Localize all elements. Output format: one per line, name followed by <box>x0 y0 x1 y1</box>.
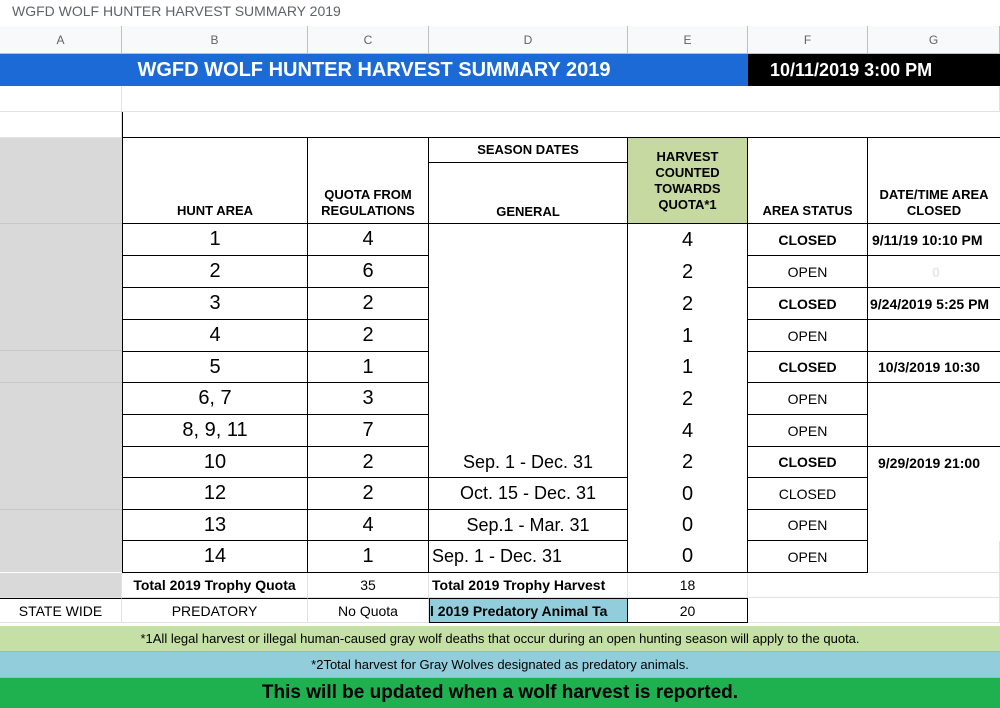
hunt-area-cell[interactable]: 5 <box>122 352 308 383</box>
statewide-label[interactable]: STATE WIDE <box>0 598 122 623</box>
harvest-cell[interactable]: 2 <box>628 383 748 415</box>
status-cell[interactable]: CLOSED <box>748 224 868 256</box>
window-title: WGFD WOLF HUNTER HARVEST SUMMARY 2019 <box>0 0 1000 26</box>
blank-cell[interactable] <box>0 86 122 112</box>
column-header-a[interactable]: A <box>0 26 122 54</box>
status-cell[interactable]: OPEN <box>748 415 868 447</box>
season-cell[interactable]: Sep. 1 - Dec. 31 <box>429 541 628 573</box>
header-date-closed[interactable]: DATE/TIME AREA CLOSED <box>868 138 1000 224</box>
status-cell[interactable]: CLOSED <box>748 478 868 510</box>
quota-cell[interactable]: 2 <box>308 288 429 320</box>
total-quota-label[interactable]: Total 2019 Trophy Quota <box>122 573 308 598</box>
hunt-area-cell[interactable]: 2 <box>122 256 308 288</box>
blank-cell[interactable] <box>0 112 122 138</box>
season-cell[interactable]: Sep.1 - Mar. 31 <box>429 510 628 541</box>
closed-time-cell[interactable] <box>868 541 1000 573</box>
column-header-d[interactable]: D <box>429 26 628 54</box>
status-cell[interactable]: CLOSED <box>748 288 868 320</box>
closed-time-cell[interactable]: 10/3/2019 10:30 <box>868 352 1000 383</box>
divider <box>0 509 122 510</box>
harvest-cell[interactable]: 0 <box>628 510 748 541</box>
header-hunt-area[interactable]: HUNT AREA <box>122 138 308 224</box>
column-header-b[interactable]: B <box>122 26 308 54</box>
quota-cell[interactable]: 2 <box>308 447 429 478</box>
closed-time-cell[interactable] <box>868 478 1000 510</box>
status-cell[interactable]: OPEN <box>748 256 868 288</box>
statewide-type[interactable]: PREDATORY <box>122 598 308 623</box>
harvest-cell[interactable]: 2 <box>628 256 748 288</box>
blank-cell[interactable] <box>748 598 1000 623</box>
quota-cell[interactable]: 4 <box>308 510 429 541</box>
divider <box>0 382 122 383</box>
season-cell[interactable]: Sep. 1 - Dec. 31 <box>429 447 628 478</box>
header-quota[interactable]: QUOTA FROM REGULATIONS <box>308 138 429 224</box>
season-merged-cell[interactable] <box>429 224 628 447</box>
harvest-cell[interactable]: 4 <box>628 224 748 256</box>
total-quota-value[interactable]: 35 <box>308 573 429 598</box>
spreadsheet-grid <box>0 26 1000 708</box>
predatory-tally-value[interactable]: 20 <box>628 598 748 623</box>
column-header-f[interactable]: F <box>748 26 868 54</box>
closed-time-cell[interactable] <box>868 510 1000 541</box>
status-cell[interactable]: OPEN <box>748 541 868 573</box>
total-harvest-value[interactable]: 18 <box>628 573 748 598</box>
column-header-e[interactable]: E <box>628 26 748 54</box>
season-cell[interactable]: Oct. 15 - Dec. 31 <box>429 478 628 510</box>
status-cell[interactable]: OPEN <box>748 383 868 415</box>
quota-cell[interactable]: 2 <box>308 320 429 352</box>
total-harvest-label[interactable]: Total 2019 Trophy Harvest <box>429 573 628 598</box>
hunt-area-cell[interactable]: 10 <box>122 447 308 478</box>
hunt-area-cell[interactable]: 3 <box>122 288 308 320</box>
closed-time-cell[interactable] <box>868 320 1000 352</box>
blank-cell[interactable] <box>122 86 1000 112</box>
column-header-g[interactable]: G <box>868 26 1000 54</box>
blank-cell[interactable] <box>122 112 1000 138</box>
harvest-cell[interactable]: 4 <box>628 415 748 447</box>
harvest-cell[interactable]: 1 <box>628 352 748 383</box>
status-cell[interactable]: OPEN <box>748 320 868 352</box>
hunt-area-cell[interactable]: 4 <box>122 320 308 352</box>
column-a-shaded <box>0 138 122 572</box>
quota-cell[interactable]: 1 <box>308 541 429 573</box>
hunt-area-cell[interactable]: 8, 9, 11 <box>122 415 308 447</box>
blank-cell[interactable] <box>748 573 1000 598</box>
hunt-area-cell[interactable]: 1 <box>122 224 308 256</box>
quota-cell[interactable]: 3 <box>308 383 429 415</box>
divider <box>0 223 122 224</box>
hunt-area-cell[interactable]: 12 <box>122 478 308 510</box>
divider <box>0 350 122 351</box>
harvest-cell[interactable]: 0 <box>628 541 748 573</box>
column-header-c[interactable]: C <box>308 26 429 54</box>
update-banner[interactable]: This will be updated when a wolf harvest is reported. <box>0 678 1000 708</box>
harvest-cell[interactable]: 2 <box>628 447 748 478</box>
header-area-status[interactable]: AREA STATUS <box>748 138 868 224</box>
harvest-cell[interactable]: 1 <box>628 320 748 352</box>
quota-cell[interactable]: 4 <box>308 224 429 256</box>
harvest-cell[interactable]: 0 <box>628 478 748 510</box>
closed-time-cell[interactable]: 0 <box>868 256 1000 288</box>
blank-cell[interactable] <box>0 573 122 598</box>
header-season-dates[interactable]: SEASON DATES <box>429 138 628 163</box>
update-timestamp[interactable]: 10/11/2019 3:00 PM <box>748 54 1000 86</box>
hunt-area-cell[interactable]: 13 <box>122 510 308 541</box>
statewide-quota[interactable]: No Quota <box>308 598 429 623</box>
quota-cell[interactable]: 2 <box>308 478 429 510</box>
closed-time-cell[interactable] <box>868 415 1000 447</box>
quota-cell[interactable]: 6 <box>308 256 429 288</box>
header-harvest[interactable]: HARVEST COUNTED TOWARDS QUOTA*1 <box>628 138 748 224</box>
harvest-cell[interactable]: 2 <box>628 288 748 320</box>
quota-cell[interactable]: 1 <box>308 352 429 383</box>
closed-time-cell[interactable]: 9/24/2019 5:25 PM <box>868 288 1000 320</box>
hunt-area-cell[interactable]: 6, 7 <box>122 383 308 415</box>
hunt-area-cell[interactable]: 14 <box>122 541 308 573</box>
header-general[interactable]: GENERAL <box>429 163 628 224</box>
status-cell[interactable]: OPEN <box>748 510 868 541</box>
status-cell[interactable]: CLOSED <box>748 447 868 478</box>
closed-time-cell[interactable]: 9/11/19 10:10 PM <box>868 224 1000 256</box>
predatory-tally-label[interactable]: l 2019 Predatory Animal Ta <box>429 598 628 623</box>
footnote-1[interactable]: *1All legal harvest or illegal human-caused gray wolf deaths that occur during an open hunting season will apply to the quota. <box>0 626 1000 652</box>
closed-time-cell[interactable]: 9/29/2019 21:00 <box>878 454 980 471</box>
closed-time-cell[interactable] <box>868 383 1000 415</box>
quota-cell[interactable]: 7 <box>308 415 429 447</box>
footnote-2[interactable]: *2Total harvest for Gray Wolves designated as predatory animals. <box>0 652 1000 678</box>
status-cell[interactable]: CLOSED <box>748 352 868 383</box>
sheet-title[interactable]: WGFD WOLF HUNTER HARVEST SUMMARY 2019 <box>0 54 748 86</box>
